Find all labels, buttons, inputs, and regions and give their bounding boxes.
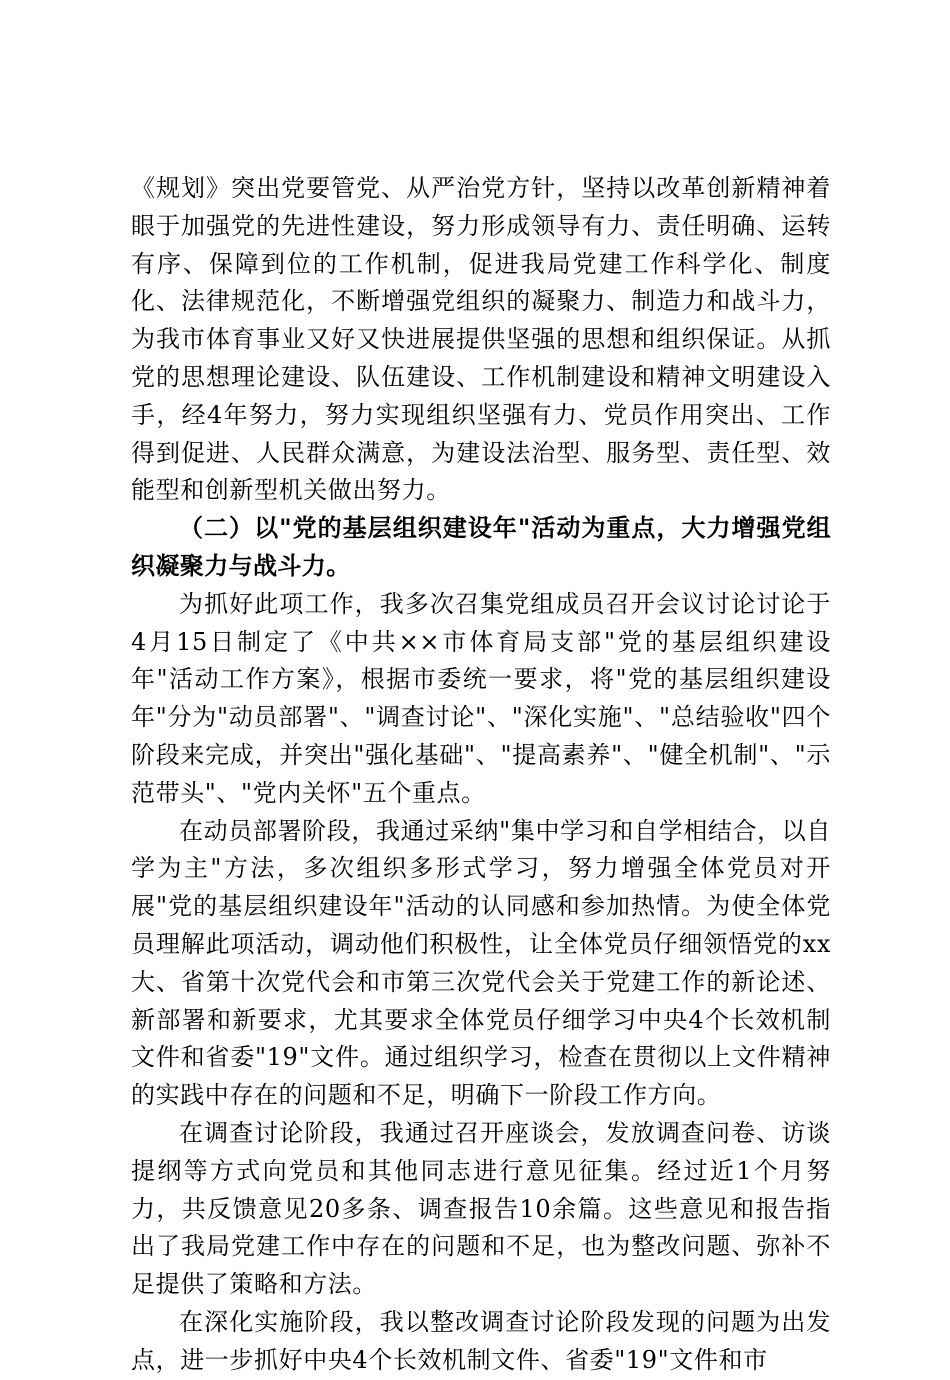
paragraph-implementation-stage: 在深化实施阶段，我以整改调查讨论阶段发现的问题为出发点，进一步抓好中央4个长效机制文件、省委"19"文件和市 <box>131 1307 831 1374</box>
document-page <box>131 170 831 1380</box>
section-heading-2: （二）以"党的基层组织建设年"活动为重点，大力增强党组织凝聚力与战斗力。 <box>131 514 831 580</box>
paragraph-work-plan: 为抓好此项工作，我多次召集党组成员召开会议讨论讨论于4月15日制定了《中共××市体育局支部"党的基层组织建设年"活动工作方案》，根据市委统一要求，将"党的基层组织建设年"分为"动员部署"、"调查讨论"、"深化实施"、"总结验收"四个阶段来完成，并突出"强化基础"、"提高素养"、"健全机制"、"示范带头"、"党内关怀"五个重点。 <box>131 589 831 807</box>
paragraph-plan-summary: 《规划》突出党要管党、从严治党方针，坚持以改革创新精神着眼于加强党的先进性建设，努力形成领导有力、责任明确、运转有序、保障到位的工作机制，促进我局党建工作科学化、制度化、法律规范化，不断增强党组织的凝聚力、制造力和战斗力，为我市体育事业又好又快进展提供坚强的思想和组织保证。从抓党的思想理论建设、队伍建设、工作机制建设和精神文明建设入手，经4年努力，努力实现组织坚强有力、党员作用突出、工作得到促进、人民群众满意，为建设法治型、服务型、责任型、效能型和创新型机关做出努力。 <box>131 174 831 505</box>
paragraph-investigation-stage: 在调查讨论阶段，我通过召开座谈会，发放调查问卷、访谈提纲等方式向党员和其他同志进行意见征集。经过近1个月努力，共反馈意见20多条、调查报告10余篇。这些意见和报告指出了我局党建工作中存在的问题和不足，也为整改问题、弥补不足提供了策略和方法。 <box>131 1118 831 1299</box>
paragraph-mobilization-stage: 在动员部署阶段，我通过采纳"集中学习和自学相结合，以自学为主"方法，多次组织多形式学习，努力增强全体党员对开展"党的基层组织建设年"活动的认同感和参加热情。为使全体党员理解此项活动，调动他们积极性，让全体党员仔细领悟党的xx大、省第十次党代会和市第三次党代会关于党建工作的新论述、新部署和新要求，尤其要求全体党员仔细学习中央4个长效机制文件和省委"19"文件。通过组织学习，检查在贯彻以上文件精神的实践中存在的问题和不足，明确下一阶段工作方向。 <box>131 816 831 1110</box>
